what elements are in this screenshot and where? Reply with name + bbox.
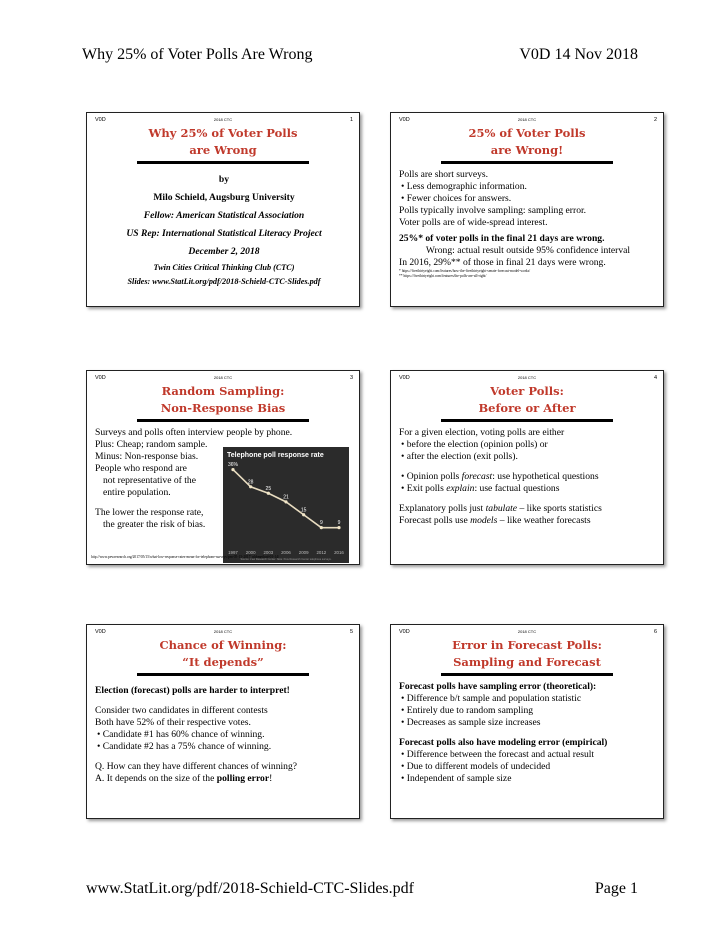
bullet: • Fewer choices for answers. — [401, 193, 512, 204]
presentation-date: December 2, 2018 — [188, 246, 260, 257]
slide-4 — [390, 370, 664, 565]
author: Milo Schield, Augsburg University — [153, 192, 295, 203]
slide-code: V0D — [95, 375, 106, 381]
text-run: : use factual questions — [474, 483, 560, 494]
slide-title — [87, 125, 359, 159]
by-line: by — [218, 174, 230, 185]
key-claim: 25%* of voter polls in the final 21 days are wrong. — [399, 233, 605, 244]
slide-title-line2: Before or After — [478, 401, 576, 415]
slide-2 — [390, 112, 664, 307]
text-run: A. It depends on the size of the — [95, 773, 217, 784]
slide-title-line1: Chance of Winning: — [159, 638, 287, 652]
slide-title-line1: Error in Forecast Polls: — [452, 638, 602, 652]
x-tick-label: 2016 — [334, 550, 344, 555]
title-rule — [441, 673, 613, 676]
x-tick-label: 2012 — [316, 550, 327, 555]
title-rule — [441, 161, 613, 164]
slide-title-line2: Sampling and Forecast — [453, 655, 601, 669]
source-url: http://www.pewresearch.org/2017/05/15/what-low-response-rates-mean-for-telephone-surveys/pm-05-15-2017_nhbmethod-01-14/ — [91, 555, 280, 559]
slide-title — [391, 125, 663, 159]
slide-number: 2 — [653, 117, 657, 123]
text-line: Wrong: actual result outside 95% confidence interval — [425, 245, 631, 256]
slide-number: 3 — [349, 375, 353, 381]
slide-date: 2018 CTC — [517, 375, 537, 380]
fellowship: Fellow: American Statistical Association — [143, 210, 305, 221]
text-line: not representative of the — [103, 475, 196, 486]
slide-number: 4 — [653, 375, 657, 381]
data-point — [337, 526, 340, 529]
slide-body — [399, 427, 657, 527]
x-tick-label: 2000 — [245, 550, 256, 555]
bullet: • Candidate #1 has 60% chance of winning. — [97, 729, 265, 740]
text-line: Both have 52% of their respective votes. — [95, 717, 251, 728]
data-point — [302, 513, 305, 516]
text-line: Minus: Non-response bias. — [95, 451, 199, 462]
slide-number: 5 — [349, 629, 353, 635]
data-label: 15 — [300, 507, 307, 514]
slide-date: 2018 CTC — [213, 117, 233, 122]
bullet: • before the election (opinion polls) or — [401, 439, 548, 450]
text-run: : use hypothetical questions — [492, 471, 599, 482]
title-rule — [137, 673, 309, 676]
text-line — [399, 503, 657, 515]
slides-link: Slides: www.StatLit.org/pdf/2018-Schield-CTC-Slides.pdf — [127, 277, 321, 286]
data-label: 9 — [337, 520, 341, 527]
data-point — [231, 468, 234, 471]
bullet: • Difference between the forecast and actual result — [401, 749, 595, 760]
text-line: Surveys and polls often interview people by phone. — [95, 427, 293, 438]
slide-title-line1: Voter Polls: — [490, 384, 564, 398]
slide-3 — [86, 370, 360, 565]
text-line: Polls typically involve sampling: sampling error. — [399, 205, 587, 216]
slide-title-line2: Non-Response Bias — [160, 401, 286, 415]
chart-background — [223, 447, 349, 563]
emphasis: models — [470, 515, 498, 526]
bullet: • Difference b/t sample and population statistic — [401, 693, 582, 704]
slide-code: V0D — [399, 117, 410, 123]
text-line: For a given election, voting polls are either — [399, 427, 565, 438]
data-point — [320, 526, 323, 529]
x-tick-label: 1997 — [228, 550, 238, 555]
text-line: Plus: Cheap; random sample. — [95, 439, 208, 450]
bullet: • Less demographic information. — [401, 181, 527, 192]
text-line: Polls are short surveys. — [399, 169, 488, 180]
slide-title — [391, 637, 663, 671]
page-header-date: V0D 14 Nov 2018 — [519, 46, 638, 63]
page-footer-number: Page 1 — [594, 880, 638, 897]
title-rule — [441, 419, 613, 422]
data-point — [249, 485, 252, 488]
text-run: – like sports statistics — [517, 503, 602, 514]
data-point — [267, 492, 270, 495]
data-label: 36% — [227, 462, 239, 469]
x-tick-label: 2009 — [298, 550, 309, 555]
slide-date: 2018 CTC — [213, 375, 233, 380]
representative: US Rep: International Statistical Literacy Project — [126, 228, 322, 239]
text-line: Consider two candidates in different contests — [95, 705, 268, 716]
section-heading: Forecast polls also have modeling error (empirical) — [399, 737, 608, 748]
text-run: • Opinion polls — [401, 471, 462, 482]
slide-date: 2018 CTC — [213, 629, 233, 634]
slide-body — [95, 171, 353, 289]
data-point — [284, 500, 287, 503]
text-run: Explanatory polls just — [399, 503, 486, 514]
x-tick-label: 2003 — [263, 550, 274, 555]
chart-title: Telephone poll response rate — [227, 452, 324, 459]
bullet: • Decreases as sample size increases — [401, 717, 541, 728]
chart-source: Source: Pew Research Center. Note: Pew Research Center telephone surveys. — [240, 558, 332, 561]
text-line: People who respond are — [95, 463, 187, 474]
footnote: * https://fivethirtyeight.com/features/how-the-fivethirtyeight-senate-forecast-model-works/ — [399, 269, 531, 273]
slide-code: V0D — [95, 629, 106, 635]
emphasis: tabulate — [485, 503, 518, 514]
bullet: • after the election (exit polls). — [401, 451, 518, 462]
bullet: • Due to different models of undecided — [401, 761, 551, 772]
text-line: In 2016, 29%** of those in final 21 days were wrong. — [399, 257, 606, 268]
page-footer-url: www.StatLit.org/pdf/2018-Schield-CTC-Slides.pdf — [86, 880, 414, 897]
emphasis: explain — [446, 483, 475, 494]
slide-title-line2: are Wrong — [189, 143, 257, 157]
text-run: • Exit polls — [401, 483, 447, 494]
slide-number: 6 — [653, 629, 657, 635]
bullet: • Candidate #2 has a 75% chance of winning. — [97, 741, 272, 752]
slide-code: V0D — [399, 629, 410, 635]
slide-date: 2018 CTC — [517, 629, 537, 634]
slide-title — [87, 383, 359, 417]
x-tick-label: 2006 — [281, 550, 291, 555]
page-header-title: Why 25% of Voter Polls Are Wrong — [82, 46, 313, 63]
slide-title — [391, 383, 663, 417]
slide-code: V0D — [95, 117, 106, 123]
text-line: entire population. — [103, 487, 171, 498]
section-heading: Forecast polls have sampling error (theoretical): — [399, 681, 597, 692]
slide-body — [399, 681, 657, 785]
slide-date: 2018 CTC — [517, 117, 537, 122]
slide-6 — [390, 624, 664, 819]
title-rule — [137, 161, 309, 164]
text-run: – like weather forecasts — [497, 515, 591, 526]
title-rule — [137, 419, 309, 422]
slide-title-line1: 25% of Voter Polls — [468, 126, 586, 140]
slide-body — [95, 685, 353, 785]
text-line: Voter polls are of wide-spread interest. — [399, 217, 548, 228]
slide-title-line1: Why 25% of Voter Polls — [148, 126, 298, 140]
text-line: The lower the response rate, — [95, 507, 204, 518]
footnote: ** https://fivethirtyeight.com/features/the-polls-are-all-right/ — [399, 274, 487, 278]
bullet: • Independent of sample size — [401, 773, 512, 784]
text-line — [399, 515, 657, 527]
bullet — [399, 471, 657, 483]
emphasis: forecast — [461, 471, 493, 482]
response-rate-chart — [223, 447, 349, 563]
slide-5 — [86, 624, 360, 819]
data-label: 21 — [283, 494, 289, 501]
text-line — [95, 773, 353, 785]
key-claim: Election (forecast) polls are harder to interpret! — [95, 685, 290, 696]
slide-title-line1: Random Sampling: — [161, 384, 285, 398]
slide-code: V0D — [399, 375, 410, 381]
emphasis: polling error — [216, 773, 270, 784]
slide-1 — [86, 112, 360, 307]
text-run: ! — [269, 773, 273, 784]
data-label: 28 — [247, 479, 254, 486]
data-label: 9 — [319, 520, 323, 527]
text-run: Forecast polls use — [399, 515, 471, 526]
bullet: • Entirely due to random sampling — [401, 705, 534, 716]
text-line: Q. How can they have different chances of winning? — [95, 761, 298, 772]
slide-title — [87, 637, 359, 671]
text-line: the greater the risk of bias. — [103, 519, 206, 530]
data-label: 25 — [265, 485, 272, 492]
slide-title-line2: “It depends” — [182, 655, 264, 669]
bullet — [399, 483, 657, 495]
club-name: Twin Cities Critical Thinking Club (CTC) — [153, 263, 295, 272]
slide-number: 1 — [349, 117, 353, 123]
slide-title-line2: are Wrong! — [490, 143, 564, 157]
slide-body — [399, 169, 657, 279]
